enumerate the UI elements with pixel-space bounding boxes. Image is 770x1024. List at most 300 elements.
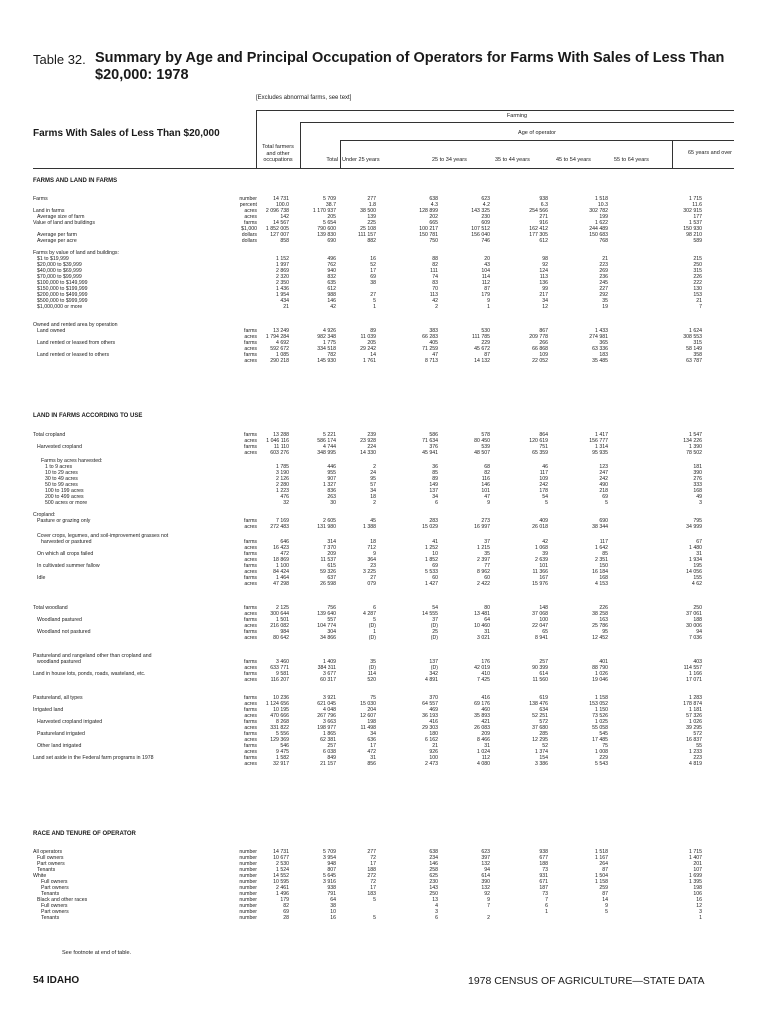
row-label: Farms by value of land and buildings: <box>33 250 119 256</box>
table-cell: 315 <box>693 340 702 346</box>
table-cell: 198 977 <box>317 725 336 731</box>
table-cell: 4 891 <box>425 677 438 683</box>
table-cell: 183 <box>599 352 608 358</box>
table-cell: 209 <box>481 731 490 737</box>
row-unit: acres <box>244 581 257 587</box>
row-label: In cultivated summer fallow <box>37 563 100 569</box>
table-cell: 7 <box>699 304 702 310</box>
table-cell: 88 790 <box>592 665 608 671</box>
table-cell: 1 046 116 <box>266 438 289 444</box>
table-cell: 472 <box>367 749 376 755</box>
row-label: woodland pastured <box>37 659 81 665</box>
table-cell: 9 <box>605 903 608 909</box>
table-cell: 1 124 656 <box>265 701 289 707</box>
row-label: Irrigated land <box>33 707 64 713</box>
table-cell: 3 <box>699 500 702 506</box>
table-cell: 38 258 <box>592 611 608 617</box>
table-cell: 167 <box>539 575 548 581</box>
table-cell: 250 <box>693 605 702 611</box>
table-cell: 65 <box>542 629 548 635</box>
table-cell: 67 <box>696 539 702 545</box>
row-unit: acres <box>244 665 257 671</box>
table-cell: 982 348 <box>317 334 336 340</box>
row-label: 1 to 9 acres <box>45 464 73 470</box>
table-cell: 60 <box>484 575 490 581</box>
table-cell: 34 <box>542 298 548 304</box>
table-cell: 333 <box>693 482 702 488</box>
table-cell: 2 350 <box>276 280 289 286</box>
table-cell: 39 <box>542 551 548 557</box>
table-cell: 14 056 <box>686 569 702 575</box>
table-cell: 54 <box>542 494 548 500</box>
table-cell: 619 <box>539 695 548 701</box>
table-cell: 14 731 <box>273 849 289 855</box>
table-cell: 11.6 <box>692 202 702 208</box>
table-cell: 7 036 <box>689 635 702 641</box>
table-cell: 85 <box>432 470 438 476</box>
table-cell: 21 <box>283 304 289 310</box>
table-cell: 223 <box>599 262 608 268</box>
row-unit: farms <box>244 707 257 713</box>
table-cell: 250 <box>693 262 702 268</box>
table-cell: 690 <box>599 518 608 524</box>
table-cell: (D) <box>430 665 438 671</box>
table-cell: 46 <box>542 464 548 470</box>
table-cell: (D) <box>368 623 376 629</box>
table-cell: 230 <box>429 879 438 885</box>
header-65-over: 65 years and over <box>687 150 732 156</box>
table-cell: 4 153 <box>595 581 608 587</box>
table-cell: 8 268 <box>276 719 289 725</box>
table-cell: 376 <box>429 444 438 450</box>
table-cell: 916 <box>539 220 548 226</box>
table-cell: 177 <box>693 214 702 220</box>
table-cell: 107 <box>693 867 702 873</box>
table-cell: 60 317 <box>320 677 336 683</box>
table-cell: 3 954 <box>323 855 336 861</box>
row-label: $40,000 to $69,999 <box>37 268 82 274</box>
table-cell: 6 038 <box>323 749 336 755</box>
row-label: $200,000 to $499,999 <box>37 292 88 298</box>
row-unit: dollars <box>241 232 257 238</box>
table-cell: 782 <box>327 352 336 358</box>
table-cell: 410 <box>481 671 490 677</box>
table-cell: 25 108 <box>360 226 376 232</box>
table-cell: 73 <box>542 891 548 897</box>
table-cell: 17 <box>370 885 376 891</box>
stub-heading: Farms With Sales of Less Than $20,000 <box>33 128 220 139</box>
table-cell: 19 <box>602 304 608 310</box>
table-cell: 11 039 <box>360 334 376 340</box>
table-cell: 858 <box>280 238 289 244</box>
table-cell: 4 080 <box>477 761 490 767</box>
table-cell: 6 <box>435 915 438 921</box>
table-cell: 637 <box>327 575 336 581</box>
table-cell: 13 <box>432 897 438 903</box>
table-cell: 16 <box>696 897 702 903</box>
table-cell: 154 <box>539 755 548 761</box>
table-cell: 384 311 <box>317 665 336 671</box>
table-cell: 14 <box>602 897 608 903</box>
table-cell: 107 512 <box>471 226 490 232</box>
header-age-of-operator: Age of operator <box>518 130 556 136</box>
table-cell: 267 796 <box>317 713 336 719</box>
table-cell: 472 <box>280 551 289 557</box>
row-unit: farms <box>244 551 257 557</box>
table-cell: 257 <box>539 659 548 665</box>
row-unit: number <box>239 903 257 909</box>
table-cell: 615 <box>327 563 336 569</box>
table-cell: 10 595 <box>273 879 289 885</box>
table-cell: 612 <box>327 286 336 292</box>
table-cell: 223 <box>693 755 702 761</box>
table-cell: 47 <box>432 352 438 358</box>
table-cell: 1 501 <box>276 617 289 623</box>
table-cell: 45 941 <box>422 450 438 456</box>
table-cell: 90 399 <box>532 665 548 671</box>
table-cell: 20 <box>484 256 490 262</box>
table-cell: 9 581 <box>276 671 289 677</box>
row-unit: acres <box>244 635 257 641</box>
table-cell: 74 <box>432 274 438 280</box>
table-cell: 1 504 <box>595 873 608 879</box>
table-cell: 634 <box>539 707 548 713</box>
row-unit: farms <box>244 340 257 346</box>
table-cell: 136 <box>539 280 548 286</box>
row-unit: number <box>239 861 257 867</box>
table-cell: 11 110 <box>273 444 289 450</box>
table-cell: 1 <box>373 629 376 635</box>
table-cell: 54 <box>432 605 438 611</box>
table-cell: 13 249 <box>273 328 289 334</box>
table-cell: 2 397 <box>477 557 490 563</box>
table-cell: 229 <box>481 340 490 346</box>
table-cell: 94 <box>696 629 702 635</box>
table-cell: 1 582 <box>276 755 289 761</box>
table-cell: 276 <box>693 476 702 482</box>
table-cell: 69 <box>283 909 289 915</box>
section-heading: LAND IN FARMS ACCORDING TO USE <box>33 413 143 419</box>
table-cell: 37 061 <box>686 611 702 617</box>
table-cell: 75 <box>370 695 376 701</box>
table-cell: 470 666 <box>270 713 289 719</box>
table-cell: 315 <box>693 268 702 274</box>
table-cell: 1 409 <box>323 659 336 665</box>
table-cell: 24 <box>370 470 376 476</box>
row-label: Land in farms <box>33 208 65 214</box>
row-label: Cropland: <box>33 512 56 518</box>
table-cell: 9 <box>373 551 376 557</box>
table-cell: 201 <box>693 861 702 867</box>
row-label: $500,000 to $999,999 <box>37 298 88 304</box>
table-cell: 69 <box>432 563 438 569</box>
table-cell: 198 <box>693 885 702 891</box>
table-cell: 68 <box>484 464 490 470</box>
table-cell: 5 221 <box>323 432 336 438</box>
table-cell: 62 381 <box>320 737 336 743</box>
row-label: Cover crops, legumes, and soil-improvement grasses not <box>37 533 169 539</box>
table-cell: 64 <box>484 617 490 623</box>
table-cell: 48 507 <box>474 450 490 456</box>
table-cell: 83 <box>432 280 438 286</box>
row-unit: farms <box>244 719 257 725</box>
table-cell: 612 <box>539 238 548 244</box>
table-cell: 1 761 <box>363 358 376 364</box>
table-cell: 308 553 <box>683 334 702 340</box>
table-cell: 35 <box>484 551 490 557</box>
table-cell: 234 <box>429 855 438 861</box>
table-cell: 23 928 <box>360 438 376 444</box>
table-cell: 226 <box>693 274 702 280</box>
row-unit: acres <box>244 713 257 719</box>
table-cell: 8 962 <box>477 569 490 575</box>
table-cell: 545 <box>599 731 608 737</box>
table-cell: 5 <box>545 500 548 506</box>
table-cell: 17 485 <box>592 737 608 743</box>
row-unit: acres <box>244 725 257 731</box>
table-cell: 117 <box>599 539 608 545</box>
row-label: Black and other races <box>37 897 88 903</box>
row-label: $100,000 to $149,999 <box>37 280 88 286</box>
table-cell: 8 713 <box>425 358 438 364</box>
table-cell: 18 <box>370 539 376 545</box>
table-cell: 4 926 <box>323 328 336 334</box>
table-cell: 64 <box>330 897 336 903</box>
table-cell: 14 555 <box>422 611 438 617</box>
table-cell: 358 <box>693 352 702 358</box>
table-row <box>33 450 733 456</box>
table-cell: 807 <box>327 867 336 873</box>
table-cell: 130 <box>693 286 702 292</box>
table-cell: 14 552 <box>273 873 289 879</box>
table-cell: 938 <box>327 885 336 891</box>
table-cell: 114 <box>481 274 490 280</box>
row-unit: farms <box>244 352 257 358</box>
table-cell: 578 <box>481 432 490 438</box>
table-cell: 14 330 <box>360 450 376 456</box>
table-cell: 72 <box>370 855 376 861</box>
table-cell: 623 <box>481 196 490 202</box>
table-cell: 1 715 <box>689 849 702 855</box>
table-row <box>33 677 733 683</box>
table-cell: 1 624 <box>689 328 702 334</box>
table-cell: 2 605 <box>323 518 336 524</box>
table-cell: 21 <box>696 298 702 304</box>
row-label: 50 to 99 acres <box>45 482 78 488</box>
row-unit: acres <box>244 761 257 767</box>
table-cell: 29 303 <box>422 725 438 731</box>
table-cell: 254 566 <box>529 208 548 214</box>
table-cell: 530 <box>481 328 490 334</box>
row-unit: $1,000 <box>241 226 257 232</box>
row-label: Harvested cropland irrigated <box>37 719 103 725</box>
table-cell: 671 <box>539 879 548 885</box>
row-label: Part owners <box>37 861 65 867</box>
table-cell: 57 326 <box>686 713 702 719</box>
table-cell: 856 <box>367 761 376 767</box>
table-cell: 1 852 005 <box>265 226 289 232</box>
table-cell: 35 <box>602 298 608 304</box>
table-cell: 586 174 <box>317 438 336 444</box>
table-cell: 138 476 <box>529 701 548 707</box>
table-cell: 104 <box>481 268 490 274</box>
table-cell: 768 <box>599 238 608 244</box>
table-cell: 139 830 <box>317 232 336 238</box>
table-cell: 58 149 <box>686 346 702 352</box>
table-cell: 82 <box>283 903 289 909</box>
table-cell: 205 <box>327 214 336 220</box>
table-cell: 1 327 <box>323 482 336 488</box>
table-cell: 1 170 937 <box>312 208 336 214</box>
table-cell: 92 <box>542 262 548 268</box>
table-cell: 1 024 <box>477 749 490 755</box>
table-cell: 1 166 <box>689 671 702 677</box>
table-cell: 1 699 <box>689 873 702 879</box>
table-cell: 14 567 <box>273 220 289 226</box>
table-cell: 199 <box>599 214 608 220</box>
table-row <box>33 581 733 587</box>
row-unit: acres <box>244 749 257 755</box>
table-cell: 41 <box>432 539 438 545</box>
table-cell: (D) <box>368 665 376 671</box>
table-cell: 1 068 <box>535 545 548 551</box>
table-cell: 832 <box>327 274 336 280</box>
table-cell: 258 <box>429 867 438 873</box>
table-cell: 6 <box>545 903 548 909</box>
table-subnote: [Excludes abnormal farms, see text] <box>256 95 352 101</box>
row-unit: number <box>239 873 257 879</box>
table-cell: 1 223 <box>276 488 289 494</box>
table-cell: 187 <box>539 885 548 891</box>
table-cell: 1 152 <box>276 256 289 262</box>
table-cell: 109 <box>539 352 548 358</box>
table-cell: 153 <box>693 292 702 298</box>
table-cell: 112 <box>481 280 490 286</box>
table-cell: 134 226 <box>683 438 702 444</box>
row-unit: farms <box>244 605 257 611</box>
table-cell: 85 <box>602 551 608 557</box>
row-unit: farms <box>244 671 257 677</box>
table-cell: 836 <box>327 488 336 494</box>
farming-rule <box>300 122 734 123</box>
table-cell: 87 <box>602 867 608 873</box>
row-label: Farms by acres harvested: <box>41 458 103 464</box>
table-row <box>33 915 733 921</box>
table-cell: 7 <box>487 903 490 909</box>
table-cell: 114 557 <box>683 665 702 671</box>
table-cell: 132 <box>481 885 490 891</box>
table-cell: 5 <box>605 500 608 506</box>
table-cell: 95 <box>602 629 608 635</box>
table-cell: 370 <box>429 695 438 701</box>
table-cell: 1 794 284 <box>265 334 289 340</box>
table-cell: 27 <box>370 575 376 581</box>
table-cell: 907 <box>327 476 336 482</box>
table-cell: 146 <box>481 482 490 488</box>
table-cell: 572 <box>693 731 702 737</box>
table-cell: 13 288 <box>273 432 289 438</box>
table-cell: 3 460 <box>276 659 289 665</box>
table-cell: 179 <box>481 292 490 298</box>
row-unit: farms <box>244 629 257 635</box>
table-cell: 32 917 <box>273 761 289 767</box>
table-cell: 1 524 <box>276 867 289 873</box>
table-cell: 2 461 <box>276 885 289 891</box>
table-cell: 14 <box>370 352 376 358</box>
table-cell: 153 052 <box>589 701 608 707</box>
table-cell: 677 <box>539 855 548 861</box>
table-cell: 1 <box>487 304 490 310</box>
table-cell: 19 046 <box>592 677 608 683</box>
table-cell: 1 374 <box>535 749 548 755</box>
row-label: Full owners <box>41 879 68 885</box>
table-cell: 9 475 <box>276 749 289 755</box>
table-cell: 1 997 <box>276 262 289 268</box>
row-unit: percent <box>239 202 257 208</box>
table-cell: 239 <box>367 432 376 438</box>
table-cell: 603 276 <box>270 450 289 456</box>
table-cell: 78 502 <box>686 450 702 456</box>
table-cell: 35 485 <box>592 358 608 364</box>
table-cell: 1 314 <box>595 444 608 450</box>
row-label: Total cropland <box>33 432 66 438</box>
table-cell: 183 <box>367 891 376 897</box>
table-cell: 63 787 <box>686 358 702 364</box>
table-cell: 926 <box>429 749 438 755</box>
table-cell: 139 640 <box>317 611 336 617</box>
table-cell: 2 869 <box>276 268 289 274</box>
table-cell: 1 518 <box>595 849 608 855</box>
table-cell: 589 <box>693 238 702 244</box>
table-cell: 65 359 <box>532 450 548 456</box>
table-cell: 403 <box>693 659 702 665</box>
table-cell: 3 <box>435 909 438 915</box>
row-unit: acres <box>244 677 257 683</box>
table-cell: 250 <box>429 891 438 897</box>
table-cell: 92 <box>484 891 490 897</box>
table-cell: 867 <box>539 328 548 334</box>
table-cell: 1 158 <box>595 695 608 701</box>
table-cell: 72 <box>370 879 376 885</box>
table-cell: 178 <box>539 488 548 494</box>
table-row <box>33 635 733 641</box>
row-unit: acres <box>244 450 257 456</box>
row-unit: acres <box>244 346 257 352</box>
row-unit: farms <box>244 539 257 545</box>
table-cell: 5 645 <box>323 873 336 879</box>
table-cell: 148 <box>539 605 548 611</box>
table-cell: 4 819 <box>689 761 702 767</box>
table-cell: 1 954 <box>276 292 289 298</box>
table-cell: 87 <box>484 286 490 292</box>
table-cell: 16 423 <box>273 545 289 551</box>
table-cell: 14 132 <box>474 358 490 364</box>
table-cell: 37 <box>432 617 438 623</box>
table-cell: 690 <box>327 238 336 244</box>
row-label: 30 to 49 acres <box>45 476 78 482</box>
table-cell: 1 158 <box>595 879 608 885</box>
table-cell: 1 085 <box>276 352 289 358</box>
table-cell: 129 369 <box>270 737 289 743</box>
row-label: All operators <box>33 849 63 855</box>
table-cell: 42 019 <box>474 665 490 671</box>
table-cell: 181 <box>693 464 702 470</box>
table-cell: 646 <box>280 539 289 545</box>
table-cell: 123 <box>599 464 608 470</box>
table-cell: 70 <box>432 286 438 292</box>
table-row <box>33 358 733 364</box>
table-cell: 283 <box>429 518 438 524</box>
